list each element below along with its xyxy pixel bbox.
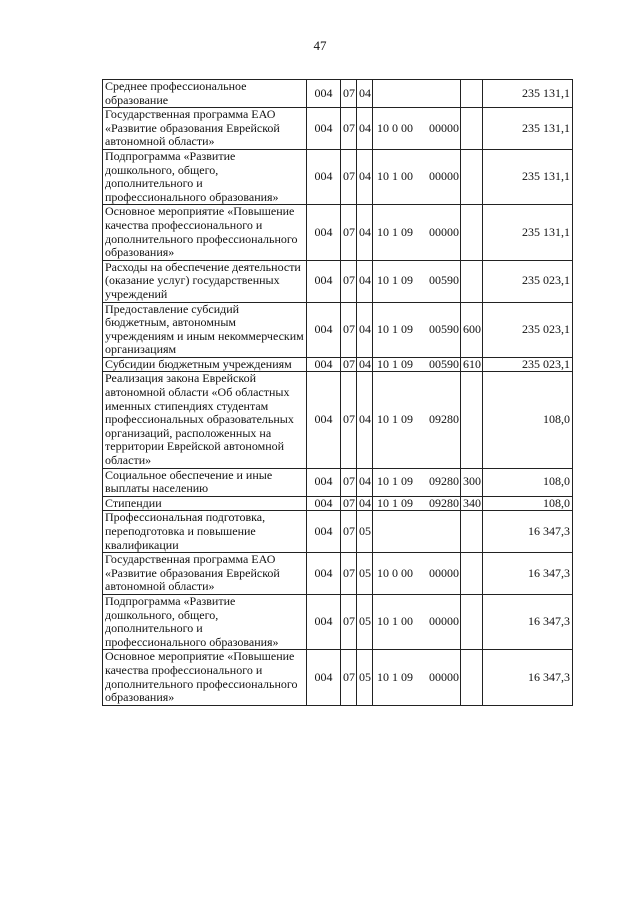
row-pr-cell: 04 bbox=[357, 372, 373, 468]
row-csr-cell bbox=[373, 594, 461, 649]
table-row bbox=[103, 260, 573, 302]
table-body bbox=[103, 80, 573, 706]
row-rz-cell: 07 bbox=[341, 372, 357, 468]
row-gr-cell: 004 bbox=[307, 468, 341, 496]
csr-direction-code: 00590 bbox=[429, 321, 459, 336]
table-row bbox=[103, 302, 573, 357]
table-row bbox=[103, 553, 573, 595]
row-name-cell: Государственная программа ЕАО «Развитие образования Еврейской автономной области» bbox=[103, 108, 307, 150]
csr-direction-code: 00000 bbox=[429, 669, 459, 684]
csr-program-code: 10 1 09 bbox=[377, 474, 413, 489]
row-amount-cell: 108,0 bbox=[483, 372, 573, 468]
row-pr-cell: 04 bbox=[357, 205, 373, 260]
row-name-cell: Реализация закона Еврейской автономной области «Об областных именных стипендиях студентам профессиональных образовательных организаций, расположенных на территории Еврейской автономной области» bbox=[103, 372, 307, 468]
row-vr-cell bbox=[461, 594, 483, 649]
row-rz-cell: 07 bbox=[341, 553, 357, 595]
row-name-cell: Подпрограмма «Развитие дошкольного, общего, дополнительного и профессионального образования» bbox=[103, 149, 307, 204]
csr-direction-code: 00000 bbox=[429, 120, 459, 135]
row-rz-cell: 07 bbox=[341, 108, 357, 150]
row-vr-cell bbox=[461, 553, 483, 595]
row-amount-cell: 108,0 bbox=[483, 496, 573, 511]
table-row bbox=[103, 511, 573, 553]
row-gr-cell: 004 bbox=[307, 650, 341, 705]
row-pr-cell: 05 bbox=[357, 650, 373, 705]
row-gr-cell: 004 bbox=[307, 205, 341, 260]
row-vr-cell: 340 bbox=[461, 496, 483, 511]
row-csr-cell bbox=[373, 149, 461, 204]
csr-program-code: 10 1 09 bbox=[377, 412, 413, 427]
row-amount-cell: 235 131,1 bbox=[483, 80, 573, 108]
row-vr-cell bbox=[461, 205, 483, 260]
table-row bbox=[103, 594, 573, 649]
row-pr-cell: 04 bbox=[357, 260, 373, 302]
csr-direction-code: 09280 bbox=[429, 412, 459, 427]
row-gr-cell: 004 bbox=[307, 260, 341, 302]
row-csr-cell bbox=[373, 511, 461, 553]
row-csr-cell bbox=[373, 302, 461, 357]
row-amount-cell: 16 347,3 bbox=[483, 553, 573, 595]
row-rz-cell: 07 bbox=[341, 260, 357, 302]
row-pr-cell: 05 bbox=[357, 594, 373, 649]
row-pr-cell: 04 bbox=[357, 357, 373, 372]
row-csr-cell bbox=[373, 80, 461, 108]
row-pr-cell: 04 bbox=[357, 149, 373, 204]
row-pr-cell: 04 bbox=[357, 80, 373, 108]
row-gr-cell: 004 bbox=[307, 372, 341, 468]
row-amount-cell: 235 023,1 bbox=[483, 357, 573, 372]
row-name-cell: Социальное обеспечение и иные выплаты населению bbox=[103, 468, 307, 496]
budget-table bbox=[102, 79, 573, 706]
row-amount-cell: 235 131,1 bbox=[483, 205, 573, 260]
csr-direction-code: 00590 bbox=[429, 273, 459, 288]
table-row bbox=[103, 80, 573, 108]
row-amount-cell: 235 131,1 bbox=[483, 108, 573, 150]
csr-direction-code: 00000 bbox=[429, 565, 459, 580]
row-name-cell: Подпрограмма «Развитие дошкольного, общего, дополнительного и профессионального образования» bbox=[103, 594, 307, 649]
csr-program-code: 10 1 09 bbox=[377, 669, 413, 684]
row-amount-cell: 235 131,1 bbox=[483, 149, 573, 204]
table-row bbox=[103, 496, 573, 511]
row-amount-cell: 16 347,3 bbox=[483, 594, 573, 649]
row-rz-cell: 07 bbox=[341, 468, 357, 496]
row-vr-cell bbox=[461, 650, 483, 705]
row-gr-cell: 004 bbox=[307, 496, 341, 511]
row-rz-cell: 07 bbox=[341, 302, 357, 357]
table-row bbox=[103, 357, 573, 372]
row-amount-cell: 235 023,1 bbox=[483, 260, 573, 302]
table-row bbox=[103, 108, 573, 150]
row-csr-cell bbox=[373, 650, 461, 705]
csr-program-code: 10 1 09 bbox=[377, 224, 413, 239]
csr-program-code: 10 1 00 bbox=[377, 614, 413, 629]
csr-program-code: 10 1 09 bbox=[377, 273, 413, 288]
row-vr-cell: 300 bbox=[461, 468, 483, 496]
row-gr-cell: 004 bbox=[307, 108, 341, 150]
row-rz-cell: 07 bbox=[341, 511, 357, 553]
row-pr-cell: 04 bbox=[357, 302, 373, 357]
row-rz-cell: 07 bbox=[341, 80, 357, 108]
csr-direction-code: 00000 bbox=[429, 169, 459, 184]
table-row bbox=[103, 149, 573, 204]
row-rz-cell: 07 bbox=[341, 594, 357, 649]
row-rz-cell: 07 bbox=[341, 357, 357, 372]
row-gr-cell: 004 bbox=[307, 80, 341, 108]
csr-direction-code: 00000 bbox=[429, 614, 459, 629]
row-gr-cell: 004 bbox=[307, 553, 341, 595]
row-name-cell: Основное мероприятие «Повышение качества профессионального и дополнительного профессионального образования» bbox=[103, 650, 307, 705]
csr-program-code: 10 1 09 bbox=[377, 321, 413, 336]
row-gr-cell: 004 bbox=[307, 357, 341, 372]
row-rz-cell: 07 bbox=[341, 650, 357, 705]
row-csr-cell bbox=[373, 205, 461, 260]
row-rz-cell: 07 bbox=[341, 149, 357, 204]
page-number: 47 bbox=[313, 38, 327, 53]
row-vr-cell: 610 bbox=[461, 357, 483, 372]
table-row bbox=[103, 468, 573, 496]
table-row bbox=[103, 205, 573, 260]
row-csr-cell bbox=[373, 108, 461, 150]
row-csr-cell bbox=[373, 553, 461, 595]
row-gr-cell: 004 bbox=[307, 149, 341, 204]
row-vr-cell bbox=[461, 80, 483, 108]
row-name-cell: Субсидии бюджетным учреждениям bbox=[103, 357, 307, 372]
row-name-cell: Среднее профессиональное образование bbox=[103, 80, 307, 108]
row-pr-cell: 04 bbox=[357, 468, 373, 496]
row-name-cell: Профессиональная подготовка, переподготовка и повышение квалификации bbox=[103, 511, 307, 553]
row-pr-cell: 05 bbox=[357, 553, 373, 595]
row-name-cell: Расходы на обеспечение деятельности (оказание услуг) государственных учреждений bbox=[103, 260, 307, 302]
csr-direction-code: 09280 bbox=[429, 496, 459, 510]
csr-direction-code: 00590 bbox=[429, 357, 459, 371]
row-rz-cell: 07 bbox=[341, 496, 357, 511]
row-pr-cell: 05 bbox=[357, 511, 373, 553]
row-csr-cell bbox=[373, 468, 461, 496]
row-vr-cell: 600 bbox=[461, 302, 483, 357]
csr-direction-code: 00000 bbox=[429, 224, 459, 239]
csr-program-code: 10 0 00 bbox=[377, 120, 413, 135]
row-amount-cell: 108,0 bbox=[483, 468, 573, 496]
row-gr-cell: 004 bbox=[307, 594, 341, 649]
row-name-cell: Предоставление субсидий бюджетным, автономным учреждениям и иным некоммерческим организациям bbox=[103, 302, 307, 357]
row-gr-cell: 004 bbox=[307, 302, 341, 357]
row-vr-cell bbox=[461, 149, 483, 204]
row-vr-cell bbox=[461, 511, 483, 553]
row-vr-cell bbox=[461, 372, 483, 468]
csr-program-code: 10 1 09 bbox=[377, 357, 413, 371]
table-row bbox=[103, 650, 573, 705]
row-rz-cell: 07 bbox=[341, 205, 357, 260]
csr-program-code: 10 1 09 bbox=[377, 496, 413, 510]
csr-program-code: 10 0 00 bbox=[377, 565, 413, 580]
row-name-cell: Государственная программа ЕАО «Развитие образования Еврейской автономной области» bbox=[103, 553, 307, 595]
row-vr-cell bbox=[461, 260, 483, 302]
row-pr-cell: 04 bbox=[357, 496, 373, 511]
row-csr-cell bbox=[373, 357, 461, 372]
table-row bbox=[103, 372, 573, 468]
row-csr-cell bbox=[373, 372, 461, 468]
row-name-cell: Стипендии bbox=[103, 496, 307, 511]
csr-direction-code: 09280 bbox=[429, 474, 459, 489]
row-pr-cell: 04 bbox=[357, 108, 373, 150]
row-name-cell: Основное мероприятие «Повышение качества профессионального и дополнительного профессионального образования» bbox=[103, 205, 307, 260]
csr-program-code: 10 1 00 bbox=[377, 169, 413, 184]
row-csr-cell bbox=[373, 260, 461, 302]
row-amount-cell: 16 347,3 bbox=[483, 650, 573, 705]
row-gr-cell: 004 bbox=[307, 511, 341, 553]
row-vr-cell bbox=[461, 108, 483, 150]
row-csr-cell bbox=[373, 496, 461, 511]
row-amount-cell: 16 347,3 bbox=[483, 511, 573, 553]
row-amount-cell: 235 023,1 bbox=[483, 302, 573, 357]
